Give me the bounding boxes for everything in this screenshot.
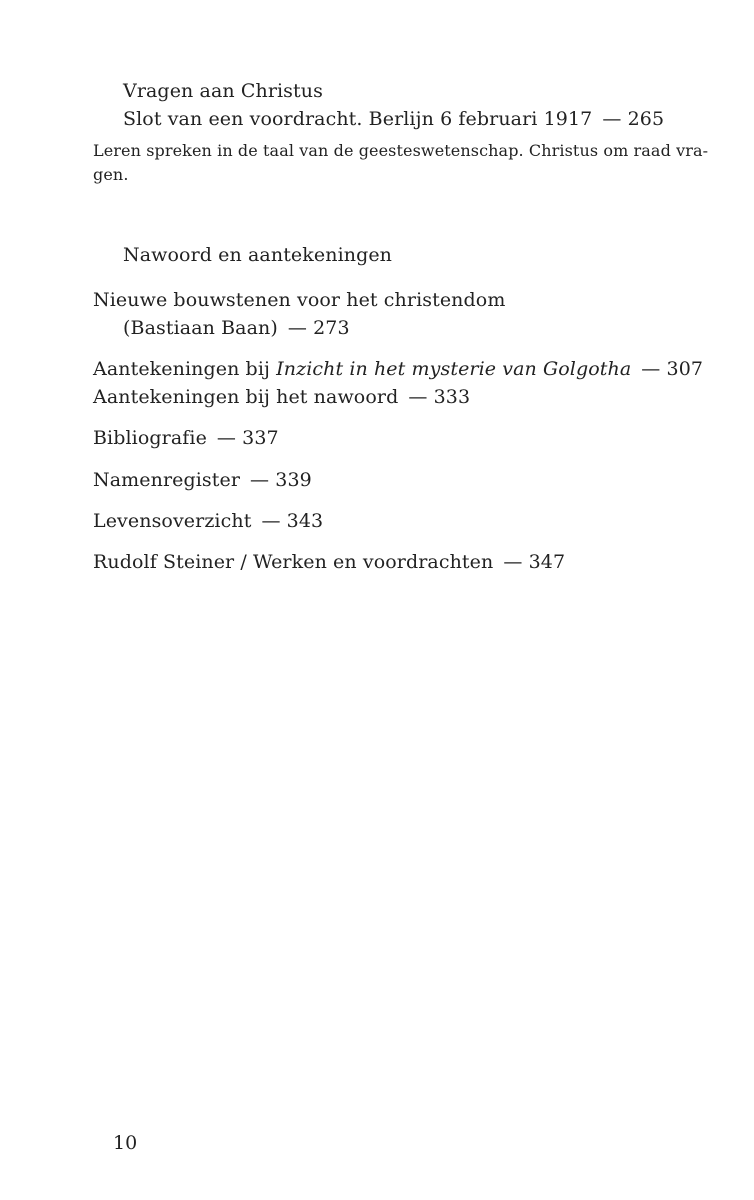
toc-entry-namenregister bbox=[93, 467, 312, 493]
toc-entry-aantekeningen-inzicht bbox=[93, 356, 703, 382]
toc-entry-bibliografie bbox=[93, 425, 279, 451]
entry-title: Nieuwe bouwstenen voor het christendom bbox=[93, 289, 506, 311]
entry-title-prefix: Aantekeningen bij bbox=[93, 358, 277, 380]
entry-page-number: — 307 bbox=[641, 358, 704, 380]
entry-title: Aantekeningen bij het nawoord bbox=[93, 386, 399, 408]
page-number: 10 bbox=[113, 1132, 138, 1154]
entry-page-number: — 347 bbox=[503, 551, 566, 573]
toc-entry-vragen-summary-line-1 bbox=[93, 140, 708, 162]
toc-entry-levensoverzicht bbox=[93, 508, 323, 534]
entry-page-number: — 265 bbox=[602, 108, 665, 130]
entry-title: Levensoverzicht bbox=[93, 510, 252, 532]
toc-entry-werken bbox=[93, 549, 565, 575]
section-heading: Nawoord en aantekeningen bbox=[123, 244, 393, 266]
entry-title: Rudolf Steiner / Werken en voordrachten bbox=[93, 551, 494, 573]
entry-page-number: — 337 bbox=[216, 427, 279, 449]
toc-entry-vragen-title bbox=[123, 78, 323, 104]
entry-author: (Bastiaan Baan) bbox=[123, 317, 278, 339]
toc-entry-vragen-subtitle bbox=[123, 106, 664, 132]
entry-title-italic: Inzicht in het mysterie van Golgotha bbox=[276, 358, 632, 380]
entry-subtitle: Slot van een voordracht. Berlijn 6 februari 1917 bbox=[123, 108, 593, 130]
entry-page-number: — 273 bbox=[287, 317, 350, 339]
toc-entry-bouwstenen-title bbox=[93, 287, 505, 313]
toc-entry-aantekeningen-nawoord bbox=[93, 384, 470, 410]
entry-title: Bibliografie bbox=[93, 427, 207, 449]
entry-summary: Leren spreken in de taal van de geesteswetenschap. Christus om raad vra- bbox=[93, 141, 709, 160]
entry-title: Vragen aan Christus bbox=[123, 80, 323, 102]
entry-summary: gen. bbox=[93, 165, 129, 184]
entry-page-number: — 333 bbox=[408, 386, 471, 408]
entry-page-number: — 339 bbox=[250, 469, 312, 491]
entry-page-number: — 343 bbox=[261, 510, 324, 532]
toc-entry-vragen-summary-line-2 bbox=[93, 164, 129, 186]
section-heading-nawoord bbox=[123, 242, 392, 268]
entry-title: Namenregister bbox=[93, 469, 241, 491]
toc-entry-bouwstenen-author bbox=[123, 315, 350, 341]
